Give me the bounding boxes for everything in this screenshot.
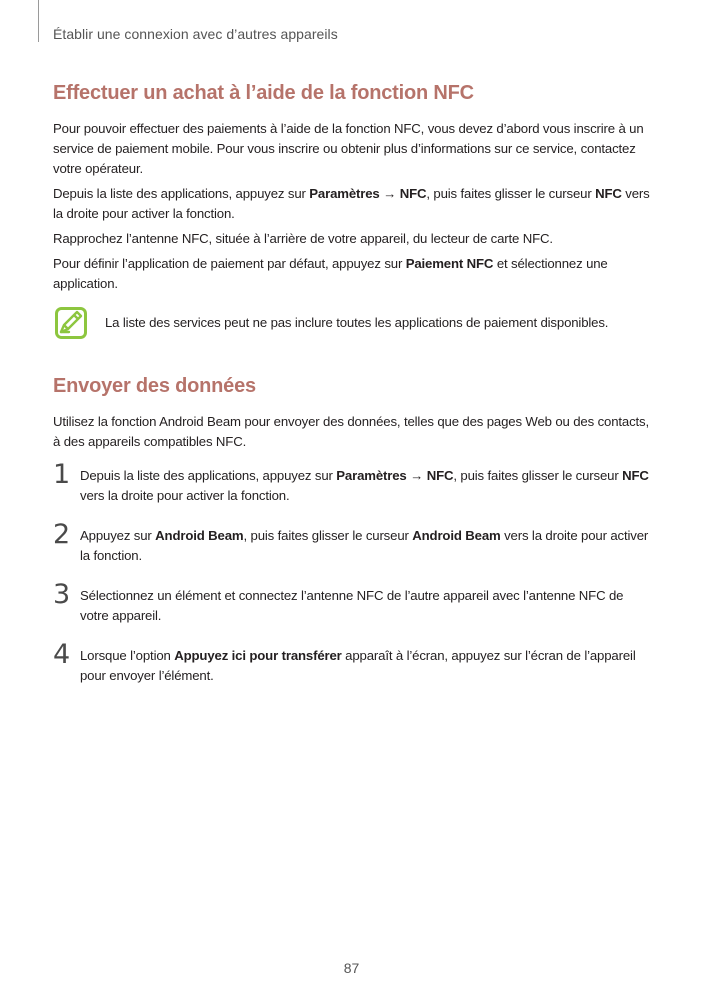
- step-text: Depuis la liste des applications, appuyez sur Paramètres → NFC, puis faites glisser le curseur NFC vers la droite pour activer la fonction.: [80, 468, 649, 503]
- step-number: 1: [53, 459, 71, 490]
- section-title-send: Envoyer des données: [53, 375, 256, 397]
- note-pencil-icon: [55, 307, 87, 339]
- step-item-4: [53, 639, 653, 686]
- step-item-2: [53, 519, 653, 566]
- steps-list: [53, 459, 653, 686]
- running-header: Établir une connexion avec d’autres appareils: [53, 26, 338, 42]
- page-number: 87: [343, 960, 360, 976]
- note-text: La liste des services peut ne pas inclure toutes les applications de paiement disponibles.: [105, 315, 609, 330]
- page-content: [53, 82, 653, 706]
- step-number: 3: [53, 579, 71, 610]
- step-text: Appuyez sur Android Beam, puis faites glisser le curseur Android Beam vers la droite pour activer la fonction.: [80, 528, 649, 563]
- step-item-1: [53, 459, 653, 506]
- paragraph-intro-send: Utilisez la fonction Android Beam pour envoyer des données, telles que des pages Web ou des contacts, à des appareils compatibles NFC.: [53, 414, 650, 449]
- section-title-payment: Effectuer un achat à l’aide de la fonction NFC: [53, 82, 474, 104]
- step-number: 4: [53, 639, 71, 670]
- paragraph-enable-nfc: Depuis la liste des applications, appuyez sur Paramètres → NFC, puis faites glisser le curseur NFC vers la droite pour activer la fonction.: [53, 186, 650, 221]
- header-rule: [38, 0, 39, 42]
- step-text: Lorsque l’option Appuyez ici pour transférer apparaît à l’écran, appuyez sur l’écran de l’appareil pour envoyer l’élément.: [80, 648, 636, 683]
- note-box: [55, 307, 653, 339]
- step-item-3: [53, 579, 653, 626]
- paragraph-intro-payment: Pour pouvoir effectuer des paiements à l’aide de la fonction NFC, vous devez d’abord vous inscrire à un service de paiement mobile. Pour vous inscrire ou obtenir plus d’informations sur ce service, contactez votre opérateur.: [53, 121, 644, 176]
- paragraph-default-app: Pour définir l’application de paiement par défaut, appuyez sur Paiement NFC et sélectionnez une application.: [53, 256, 608, 291]
- step-number: 2: [53, 519, 71, 550]
- paragraph-antenna: Rapprochez l’antenne NFC, située à l’arrière de votre appareil, du lecteur de carte NFC.: [53, 231, 553, 246]
- step-text: Sélectionnez un élément et connectez l’antenne NFC de l’autre appareil avec l’antenne NFC de votre appareil.: [80, 588, 624, 623]
